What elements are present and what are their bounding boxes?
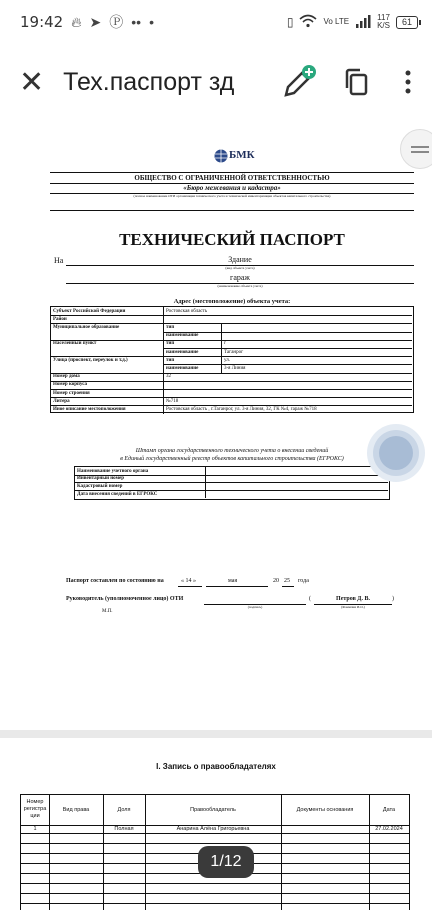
head-label: Руководитель (уполномоченное лицо) ОТИ	[66, 596, 184, 602]
address-row-value: 3-я Линия	[224, 365, 246, 371]
battery-icon: 61	[396, 16, 418, 29]
head-name: Петров Д. В.	[336, 596, 370, 602]
pencil-icon	[282, 65, 316, 99]
owners-row-divider	[21, 843, 409, 844]
flame-icon: 🔥︎	[71, 13, 82, 30]
owners-col-divider	[49, 795, 50, 910]
address-row-divider	[163, 364, 412, 365]
address-row-label: Муниципальное образование	[53, 324, 120, 330]
status-bar	[0, 0, 432, 44]
address-row-divider	[51, 397, 412, 398]
owners-col-divider	[369, 795, 370, 910]
vibrate-icon: ▯	[286, 15, 294, 29]
owners-col-divider	[145, 795, 146, 910]
close-icon: ✕	[18, 65, 45, 99]
stamp-table	[74, 466, 390, 500]
wifi-icon	[299, 14, 317, 31]
copy-icon	[343, 68, 369, 96]
signature-note: (подпись)	[247, 605, 263, 609]
app-bar	[0, 44, 432, 120]
status-time: 19:42	[20, 13, 64, 31]
address-row-label: Населенный пункт	[53, 341, 97, 347]
address-col-divider	[221, 332, 222, 340]
address-row-value: Ростовская область	[166, 308, 208, 314]
owners-header-cell: Документы основания	[296, 807, 354, 813]
org-line-1: ОБЩЕСТВО С ОГРАНИЧЕННОЙ ОТВЕТСТВЕННОСТЬЮ	[134, 174, 330, 182]
owners-header-cell: Правообладатель	[190, 807, 236, 813]
address-row-divider	[51, 315, 412, 316]
address-row-label: Район	[53, 316, 67, 322]
stamp-col-divider	[205, 467, 206, 498]
owners-header-cell: Вид права	[62, 807, 90, 813]
more-options-button[interactable]	[385, 44, 432, 120]
stamp-row-label: Инвентарный номер	[77, 476, 124, 482]
floating-action-button[interactable]	[373, 430, 419, 476]
owners-row-divider	[21, 833, 409, 834]
address-row-divider	[163, 348, 412, 349]
mp-label: М.П.	[102, 609, 113, 614]
stamp-row-label: Кадастровый номер	[77, 483, 123, 489]
network-type: Vo LTE	[323, 17, 350, 26]
address-row-divider	[51, 389, 412, 390]
passport-title: ТЕХНИЧЕСКИЙ ПАСПОРТ	[119, 230, 345, 249]
year-prefix: 20	[273, 578, 279, 584]
owners-row-divider	[21, 883, 409, 884]
signal-icon	[355, 14, 371, 31]
owners-header-cell: Доля	[117, 807, 131, 813]
document-page-2	[0, 738, 432, 910]
stamp-row-label: Дата внесения сведений в ЕГРОКС	[77, 491, 158, 497]
address-row-sub: наименование	[166, 333, 199, 339]
section-title: I. Запись о правообладателях	[156, 762, 276, 771]
stamp-line-2: в Единый государственный реестр объектов капитального строительства (ЕГРОКС)	[120, 456, 344, 462]
na-label: На	[54, 256, 64, 265]
object-type: Здание	[228, 255, 252, 264]
address-row-value: г	[224, 341, 227, 347]
company-logo: БМК	[214, 146, 254, 166]
passport-day: « 14 »	[181, 578, 196, 584]
object-type-note: (вид объекта учета)	[225, 266, 255, 270]
address-col-divider	[221, 348, 222, 356]
address-row-value: Таганрог	[224, 349, 244, 355]
passport-date-label: Паспорт составлен по состоянию на	[66, 578, 164, 584]
address-row-label: Иное описание местоположения	[53, 406, 126, 412]
paren-open: (	[309, 596, 311, 602]
owners-cell: Анарина Алёна Григорьевна	[176, 826, 250, 832]
edit-button[interactable]	[270, 44, 327, 120]
address-row-label: Номер корпуса	[53, 382, 88, 388]
document-viewer[interactable]	[0, 120, 432, 910]
head-name-note: (Фамилия И.О.)	[341, 605, 365, 609]
address-row-sub: наименование	[166, 349, 199, 355]
owners-col-divider	[281, 795, 282, 910]
owners-header-cell: Дата	[382, 807, 396, 813]
address-row-value: №718	[166, 398, 179, 404]
address-row-value: ул.	[224, 357, 231, 363]
address-row-sub: наименование	[166, 365, 199, 371]
address-row-label: Улица (проспект, переулок и т.д.)	[53, 357, 128, 363]
close-button[interactable]	[0, 44, 63, 120]
owners-cell: 1	[33, 826, 37, 832]
network-speed: 117 K/S	[377, 13, 390, 30]
address-row-sub: тип	[166, 357, 175, 363]
address-row-value: 32	[166, 374, 171, 380]
address-row-value: Ростовская область , г.Таганрог, ул. 3-я Линия, 32, ГК №4, гараж №718	[166, 406, 317, 412]
passport-year: 25	[284, 578, 290, 584]
object-name: гараж	[230, 273, 250, 282]
avito-icon: ••	[131, 14, 142, 30]
address-row-sub: тип	[166, 324, 175, 330]
org-note: (полное наименование ОТИ организации технического учета и технической инвентаризации объектов капитального строительства)	[133, 194, 331, 198]
address-col-divider	[221, 356, 222, 364]
owners-cell: 27.02.2024	[375, 826, 403, 832]
address-col-divider	[163, 307, 164, 414]
address-col-divider	[221, 323, 222, 331]
globe-logo-icon	[214, 147, 228, 165]
document-title: Тех.паспорт зд	[63, 67, 235, 96]
address-row-divider	[51, 340, 412, 341]
owners-row-divider	[21, 893, 409, 894]
address-table	[50, 306, 414, 413]
stamp-line-1: Штамп органа государственного технического учета о внесении сведений	[135, 448, 329, 454]
year-suffix: года	[298, 578, 309, 584]
stamp-row-label: Наименование учетного органа	[77, 468, 149, 474]
object-name-note: (наименование объекта учета)	[217, 284, 263, 288]
owners-header-cell: Номер регистра ции	[23, 799, 47, 819]
address-row-sub: тип	[166, 341, 175, 347]
address-col-divider	[221, 340, 222, 348]
more-dots-icon: •	[149, 14, 154, 30]
address-row-label: Номер строения	[53, 390, 90, 396]
scroll-handle[interactable]	[400, 129, 432, 169]
telegram-icon: ➤	[89, 13, 102, 30]
paren-close: )	[392, 596, 394, 602]
more-vert-icon	[405, 70, 411, 94]
copy-button[interactable]	[328, 44, 385, 120]
owners-col-divider	[103, 795, 104, 910]
pinterest-icon: Ⓟ	[109, 14, 124, 30]
document-page-1	[0, 120, 432, 730]
address-row-label: Субъект Российской Федерации	[53, 308, 126, 314]
page-indicator: 1/12	[198, 846, 254, 878]
org-line-2: «Бюро межевания и кадастра»	[183, 184, 281, 192]
owners-cell: Полная	[114, 826, 134, 832]
address-row-divider	[163, 332, 412, 333]
address-row-label: Номер дома	[53, 374, 80, 380]
address-row-divider	[51, 373, 412, 374]
address-row-divider	[51, 381, 412, 382]
address-col-divider	[221, 364, 222, 372]
owners-row-divider	[21, 903, 409, 904]
address-heading: Адрес (местоположение) объекта учета:	[173, 298, 291, 305]
passport-month: мая	[228, 578, 238, 584]
address-row-label: Литера	[53, 398, 70, 404]
